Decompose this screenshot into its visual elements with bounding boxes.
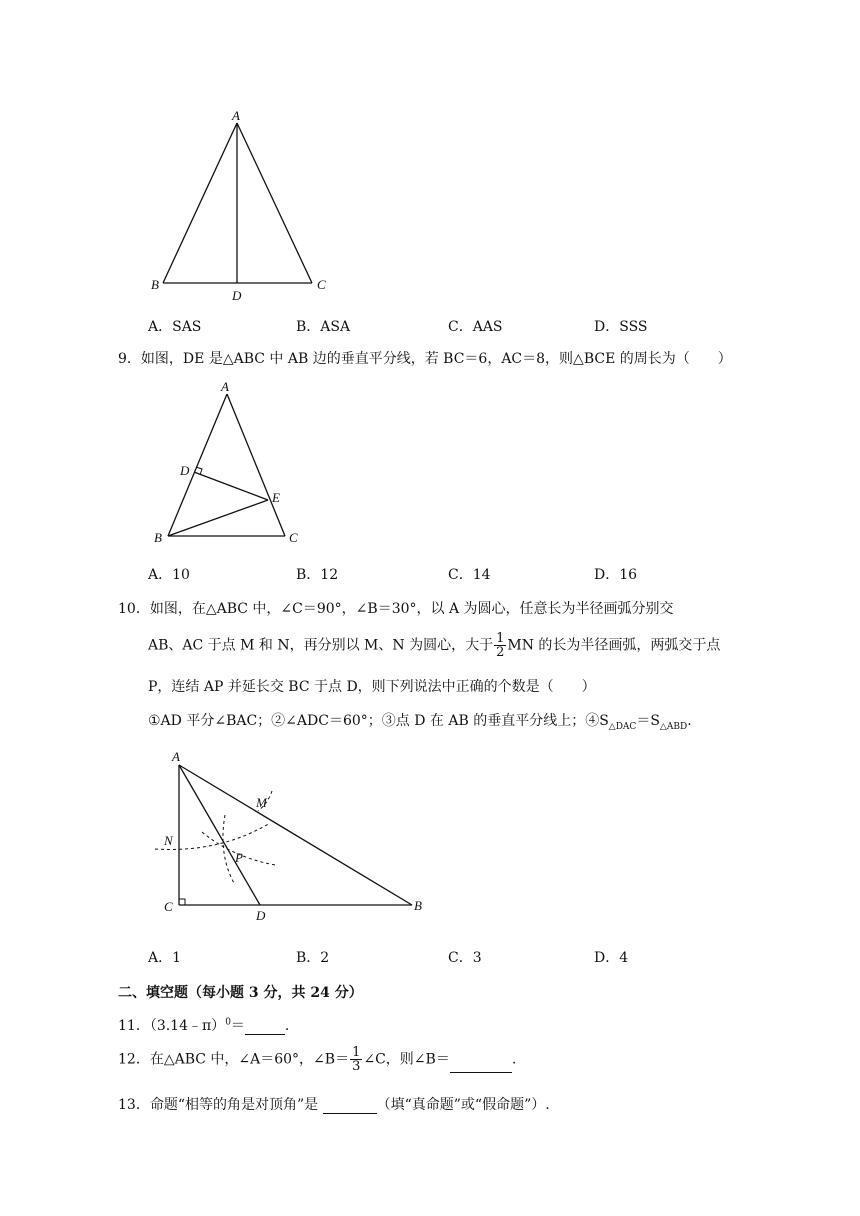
q9-question xyxy=(118,348,732,368)
q10-frac-den: 2 xyxy=(496,645,505,660)
q13-blank[interactable] xyxy=(323,1113,377,1114)
q10-fraction xyxy=(494,632,506,659)
label-a: A xyxy=(232,108,240,123)
label-b: B xyxy=(151,277,159,292)
label-b: B xyxy=(414,898,422,913)
q9-option-b[interactable]: B．12 xyxy=(296,567,339,583)
label-n: N xyxy=(164,833,173,848)
q10-line1-text: 如图，在△ABC 中，∠C＝90°，∠B＝30°，以 A 为圆心，任意长为半径画弧分别交 xyxy=(149,601,674,617)
q12-frac-den: 3 xyxy=(352,1059,361,1074)
q13-tail: （填“真命题”或“假命题”）. xyxy=(376,1097,550,1113)
q12-end: . xyxy=(511,1051,517,1068)
q13 xyxy=(118,1094,550,1114)
q10-option-d[interactable]: D．4 xyxy=(594,950,629,966)
label-c: C xyxy=(289,530,298,545)
q11-end: . xyxy=(284,1018,290,1034)
q10-sub-dac: △DAC xyxy=(608,721,637,732)
label-d: D xyxy=(180,463,190,478)
q10-line-2 xyxy=(148,632,720,659)
q8-option-d[interactable]: D．SSS xyxy=(594,319,648,335)
segment-de xyxy=(194,472,268,500)
q8-option-b[interactable]: B．ASA xyxy=(296,319,351,335)
label-d: D xyxy=(232,288,242,303)
figure-q8 xyxy=(140,105,350,305)
q9-option-d[interactable]: D．16 xyxy=(594,567,638,583)
q11-sup: 0 xyxy=(225,1017,231,1028)
q10-line-1 xyxy=(118,598,674,618)
q10-option-c[interactable]: C．3 xyxy=(448,950,482,966)
q11-blank[interactable] xyxy=(245,1034,285,1035)
q10-line2a: AB、AC 于点 M 和 N，再分别以 M、N 为圆心，大于 xyxy=(148,637,494,654)
q9-option-c[interactable]: C．14 xyxy=(448,567,491,583)
q12-frac-num: 1 xyxy=(352,1045,361,1060)
q12 xyxy=(118,1046,516,1073)
q10-option-a[interactable]: A．1 xyxy=(148,950,182,966)
segment-ab xyxy=(168,394,227,536)
q9-text: 如图，DE 是△ABC 中 AB 边的垂直平分线，若 BC＝6，AC＝8，则△BCE 的周长为（ ） xyxy=(140,351,732,367)
q12-fraction xyxy=(350,1046,362,1073)
q8-option-a[interactable]: A．SAS xyxy=(148,319,202,335)
q9-option-a[interactable]: A．10 xyxy=(148,567,190,583)
label-a: A xyxy=(221,379,229,394)
section-heading: 二、填空题（每小题 3 分，共 24 分） xyxy=(118,985,363,1001)
q11-text: 11．（3.14﹣π） xyxy=(118,1018,226,1034)
q10-frac-num: 1 xyxy=(496,631,505,646)
segment-ad xyxy=(179,765,260,905)
q10-option-b[interactable]: B．2 xyxy=(296,950,330,966)
label-c: C xyxy=(317,277,326,292)
segment-ac xyxy=(237,123,312,283)
q12-mid: ∠C，则∠B＝ xyxy=(363,1051,450,1068)
q11 xyxy=(118,1015,289,1035)
label-a: A xyxy=(172,749,180,764)
q9-number: 9． xyxy=(118,351,141,367)
segment-ac xyxy=(227,394,285,536)
segment-be xyxy=(168,500,268,536)
q10-line2b: MN 的长为半径画弧，两弧交于点 xyxy=(507,637,721,654)
label-m: M xyxy=(256,795,267,810)
q10-line4b: ＝S xyxy=(636,713,660,729)
label-p: P xyxy=(235,850,243,865)
label-b: B xyxy=(154,530,162,545)
q10-line4a: ①AD 平分∠BAC；②∠ADC＝60°；③点 D 在 AB 的垂直平分线上；④S xyxy=(148,713,609,729)
q12-blank[interactable] xyxy=(450,1072,512,1073)
label-c: C xyxy=(164,899,173,914)
q12-text: 12．在△ABC 中，∠A＝60°，∠B＝ xyxy=(118,1051,350,1068)
q11-tail: ＝ xyxy=(230,1018,245,1034)
segment-ab xyxy=(179,765,412,905)
right-angle-mark xyxy=(179,899,185,905)
q13-text: 13．命题“相等的角是对顶角”是 xyxy=(118,1097,323,1113)
q10-line-4 xyxy=(148,710,692,732)
label-d: D xyxy=(256,908,266,923)
q10-line4c: . xyxy=(687,713,692,729)
figure-q9 xyxy=(150,378,310,553)
label-e: E xyxy=(272,490,280,505)
q8-option-c[interactable]: C．AAS xyxy=(448,319,503,335)
q10-number: 10． xyxy=(118,601,150,617)
q10-sub-abd: △ABD xyxy=(659,721,688,732)
q10-line-3: P，连结 AP 并延长交 BC 于点 D，则下列说法中正确的个数是（ ） xyxy=(148,679,596,695)
segment-ab xyxy=(163,123,237,283)
figure-q10 xyxy=(150,745,435,925)
